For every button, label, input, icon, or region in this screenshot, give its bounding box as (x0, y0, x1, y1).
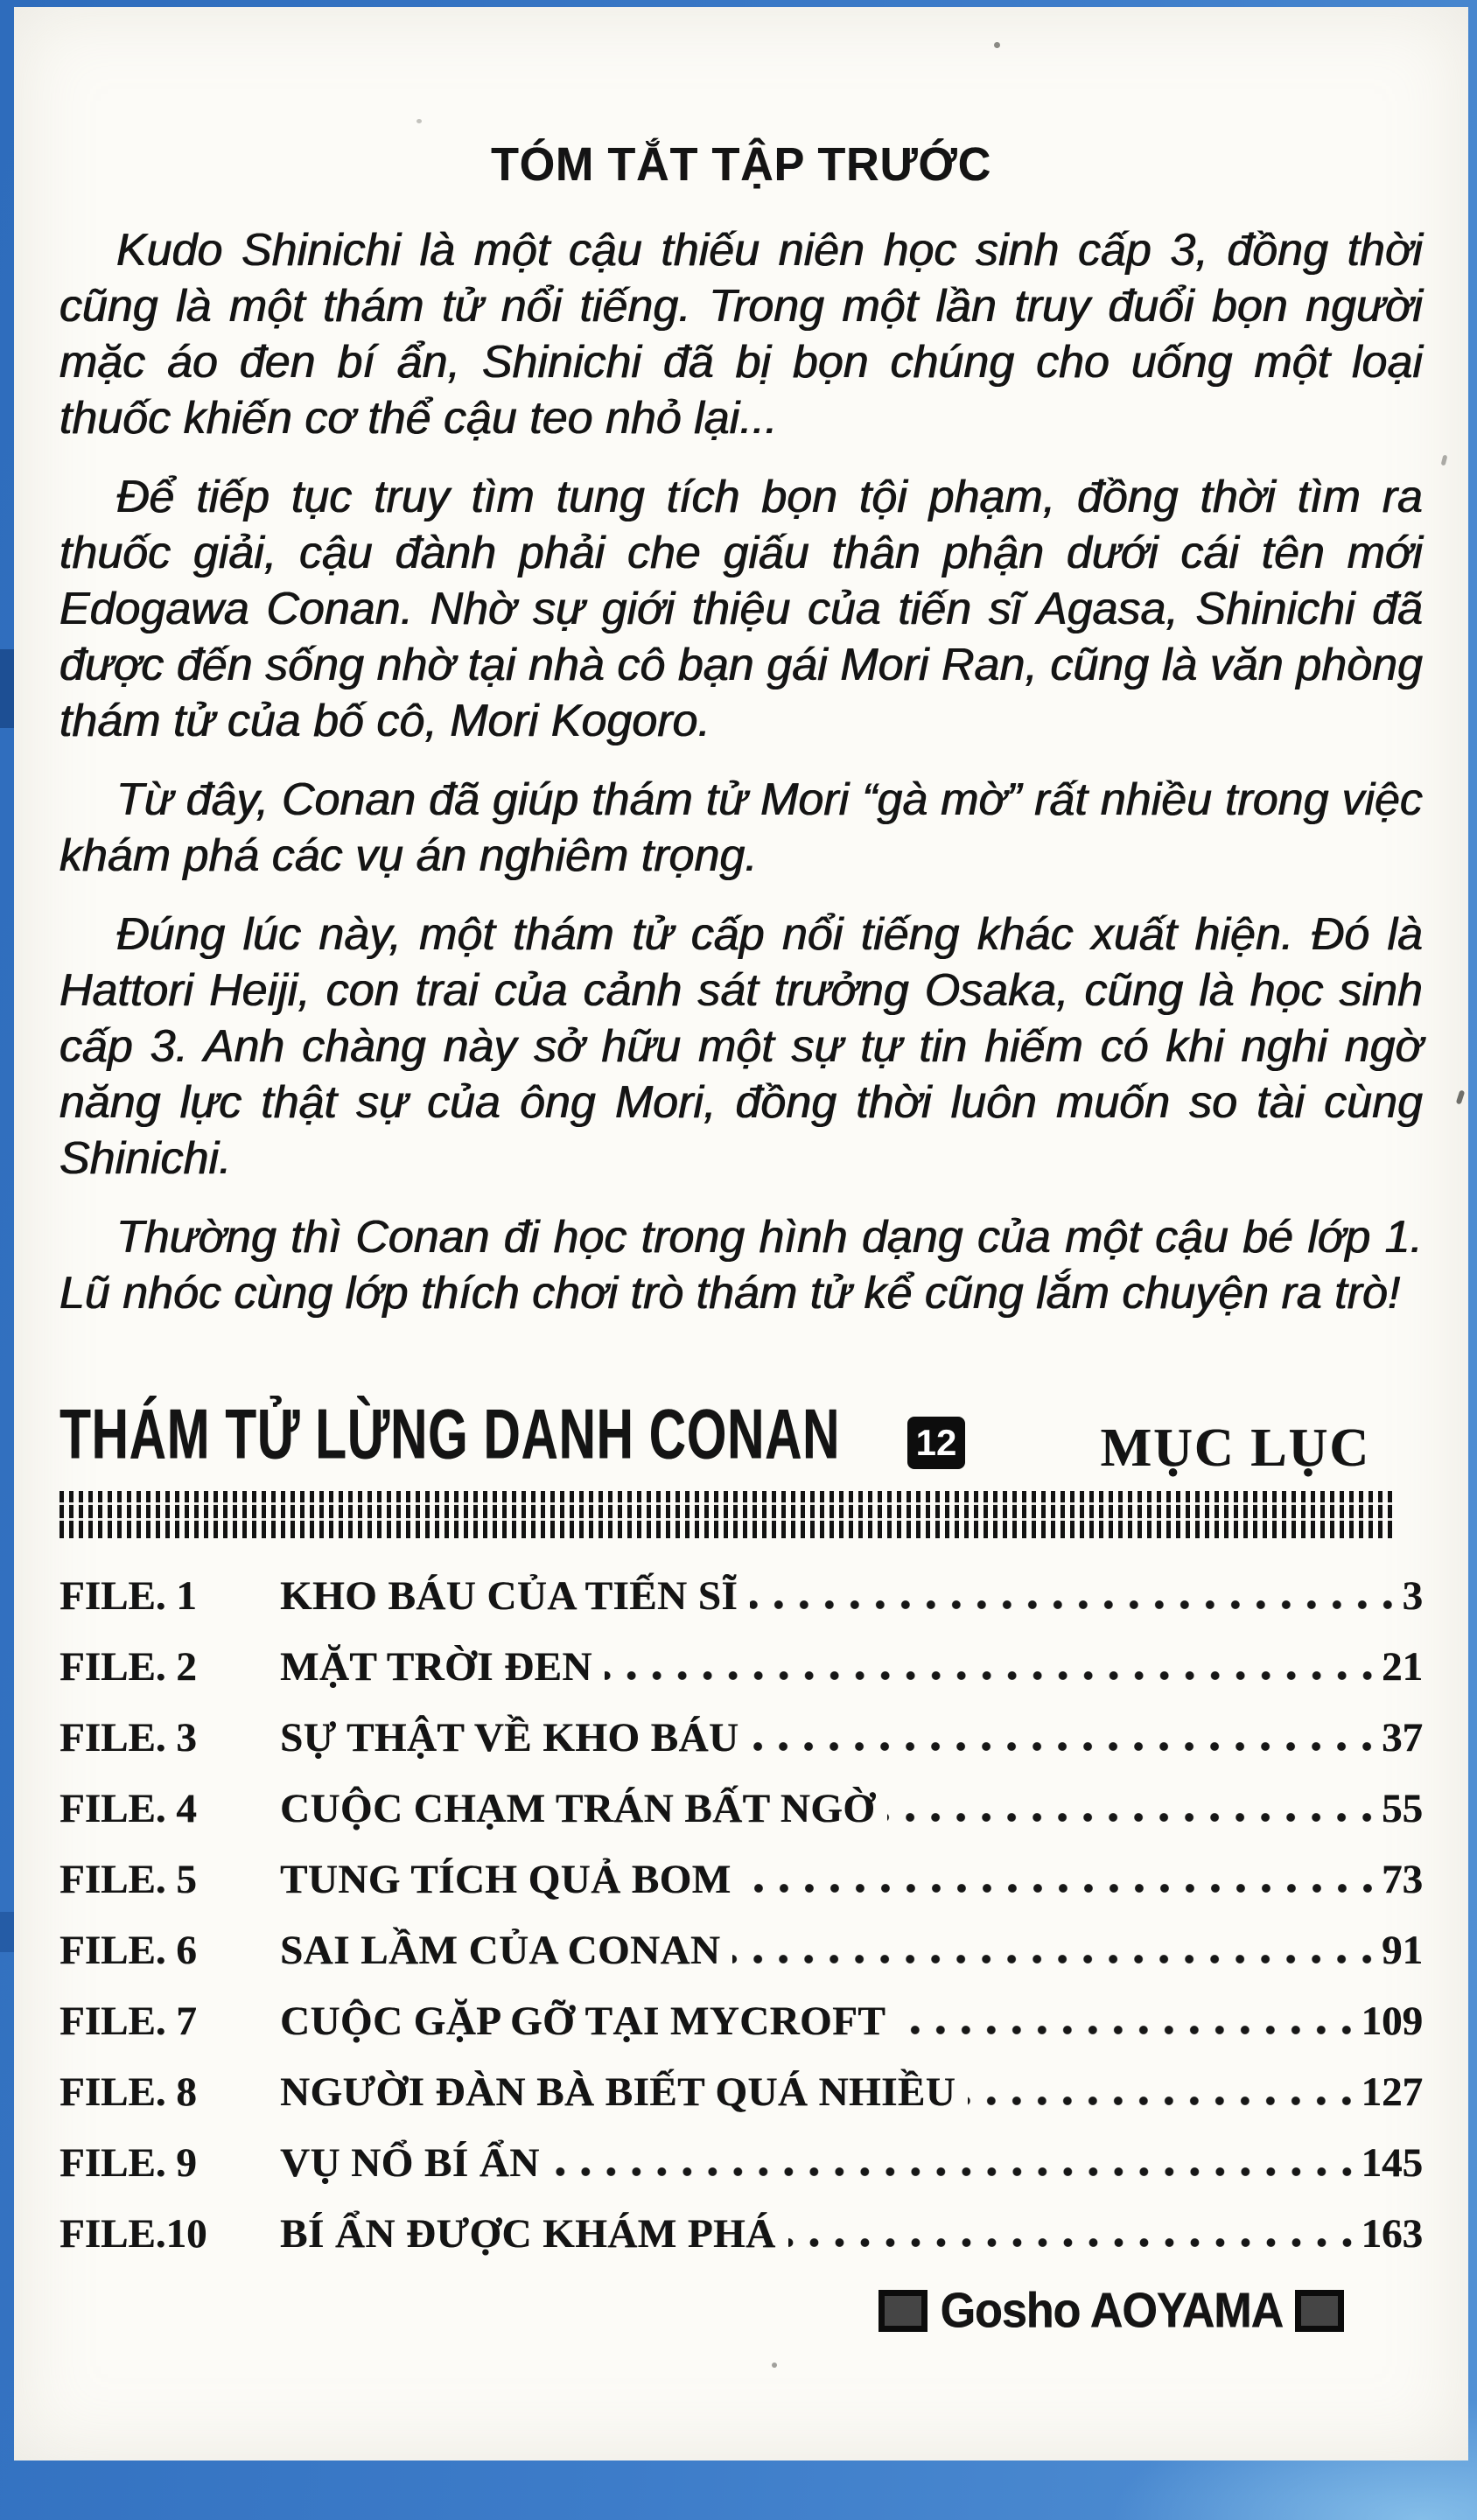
toc-chapter-title: MẶT TRỜI ĐEN (280, 1644, 592, 1690)
barcode-divider (60, 1491, 1396, 1538)
author-square-left (878, 2290, 928, 2332)
toc-page-number: 21 (1382, 1644, 1423, 1690)
toc-row (60, 2071, 1423, 2113)
cover-edge-mark (0, 649, 14, 728)
scan-speck (416, 119, 422, 123)
toc-dot-leader (732, 1952, 1380, 1966)
toc-file-label: FILE. 9 (60, 2140, 197, 2186)
toc-dot-leader (887, 1810, 1380, 1824)
toc-row (60, 2000, 1423, 2042)
toc-row (60, 1646, 1423, 1688)
toc-page-number: 109 (1361, 1998, 1423, 2044)
toc-heading: MỤC LỤC (1100, 1418, 1370, 1478)
toc-dot-leader (552, 2165, 1360, 2179)
series-logo-title: THÁM TỬ LỪNG DANH CONAN (60, 1395, 841, 1474)
toc-file-label: FILE. 3 (60, 1715, 197, 1760)
toc-file-label: FILE. 8 (60, 2069, 197, 2115)
author-credit: Gosho AOYAMA (940, 2283, 1283, 2339)
toc-file-label: FILE. 5 (60, 1857, 197, 1902)
toc-dot-leader (898, 2023, 1359, 2037)
cover-edge-mark (0, 1912, 14, 1952)
summary-title: TÓM TẮT TẬP TRƯỚC (491, 138, 991, 191)
toc-row (60, 1929, 1423, 1971)
toc-file-label: FILE. 1 (60, 1573, 197, 1619)
toc-page-number: 3 (1402, 1573, 1423, 1619)
paper-page (14, 7, 1468, 2460)
toc-chapter-title: TUNG TÍCH QUẢ BOM (280, 1857, 732, 1902)
toc-dot-leader (788, 2236, 1360, 2250)
summary-text (60, 222, 1423, 1321)
toc-chapter-title: BÍ ẨN ĐƯỢC KHÁM PHÁ (280, 2211, 776, 2257)
scan-speck (994, 42, 1000, 48)
toc-list (60, 1575, 1423, 2255)
volume-number-badge: 12 (907, 1417, 965, 1469)
toc-chapter-title: SAI LẦM CỦA CONAN (280, 1928, 721, 1973)
summary-paragraph: Kudo Shinichi là một cậu thiếu niên học sinh cấp 3, đồng thời cũng là một thám tử nổi tiếng. Trong một lần truy đuổi bọn người mặc áo đen bí ẩn, Shinichi đã bị bọn chúng cho uống một loại thuốc khiến cơ thể cậu teo nhỏ lại... (60, 225, 1423, 444)
toc-dot-leader (605, 1669, 1380, 1683)
toc-chapter-title: SỰ THẬT VỀ KHO BÁU (280, 1715, 739, 1760)
scan-speck (772, 2362, 777, 2368)
toc-row (60, 1575, 1423, 1617)
page-content (14, 7, 1468, 2337)
toc-dot-leader (968, 2094, 1359, 2108)
toc-page-number: 163 (1361, 2211, 1423, 2257)
toc-dot-leader (744, 1881, 1380, 1895)
toc-row (60, 1717, 1423, 1759)
toc-file-label: FILE. 7 (60, 1998, 197, 2044)
summary-paragraph: Thường thì Conan đi học trong hình dạng của một cậu bé lớp 1. Lũ nhóc cùng lớp thích chơi trò thám tử kể cũng lắm chuyện ra trò! (60, 1212, 1423, 1319)
toc-chapter-title: CUỘC GẶP GỠ TẠI MYCROFT (280, 1998, 886, 2044)
toc-page-number: 73 (1382, 1857, 1423, 1902)
toc-page-number: 145 (1361, 2140, 1423, 2186)
toc-chapter-title: VỤ NỔ BÍ ẨN (280, 2140, 540, 2186)
summary-paragraph: Để tiếp tục truy tìm tung tích bọn tội phạm, đồng thời tìm ra thuốc giải, cậu đành phải che giấu thân phận dưới cái tên mới Edogawa Conan. Nhờ sự giới thiệu của tiến sĩ Agasa, Shinichi đã được đến sống nhờ tại nhà cô bạn gái Mori Ran, cũng là văn phòng thám tử của bố cô, Mori Kogoro. (60, 472, 1423, 746)
toc-page-number: 55 (1382, 1786, 1423, 1831)
toc-page-number: 37 (1382, 1715, 1423, 1760)
toc-file-label: FILE. 4 (60, 1786, 197, 1831)
author-square-right (1295, 2290, 1344, 2332)
toc-chapter-title: KHO BÁU CỦA TIẾN SĨ (280, 1573, 738, 1619)
toc-row (60, 2213, 1423, 2255)
toc-file-label: FILE.10 (60, 2211, 207, 2257)
toc-row (60, 1788, 1423, 1830)
toc-row (60, 1858, 1423, 1900)
toc-chapter-title: NGƯỜI ĐÀN BÀ BIẾT QUÁ NHIỀU (280, 2069, 956, 2115)
toc-chapter-title: CUỘC CHẠM TRÁN BẤT NGỜ (280, 1786, 876, 1831)
toc-page-number: 91 (1382, 1928, 1423, 1973)
toc-file-label: FILE. 2 (60, 1644, 197, 1690)
logo-row (60, 1395, 1423, 1479)
toc-file-label: FILE. 6 (60, 1928, 197, 1973)
author-footer (60, 2285, 1423, 2337)
toc-page-number: 127 (1361, 2069, 1423, 2115)
toc-dot-leader (750, 1598, 1400, 1612)
summary-paragraph: Từ đây, Conan đã giúp thám tử Mori “gà mờ” rất nhiều trong việc khám phá các vụ án nghiêm trọng. (60, 774, 1423, 881)
series-logo (60, 1395, 965, 1479)
toc-dot-leader (751, 1740, 1380, 1754)
summary-paragraph: Đúng lúc này, một thám tử cấp nổi tiếng khác xuất hiện. Đó là Hattori Heiji, con trai của cảnh sát trưởng Osaka, cũng là học sinh cấp 3. Anh chàng này sở hữu một sự tự tin hiếm có khi nghi ngờ năng lực thật sự của ông Mori, đồng thời luôn muốn so tài cùng Shinichi. (60, 909, 1423, 1184)
toc-row (60, 2142, 1423, 2184)
